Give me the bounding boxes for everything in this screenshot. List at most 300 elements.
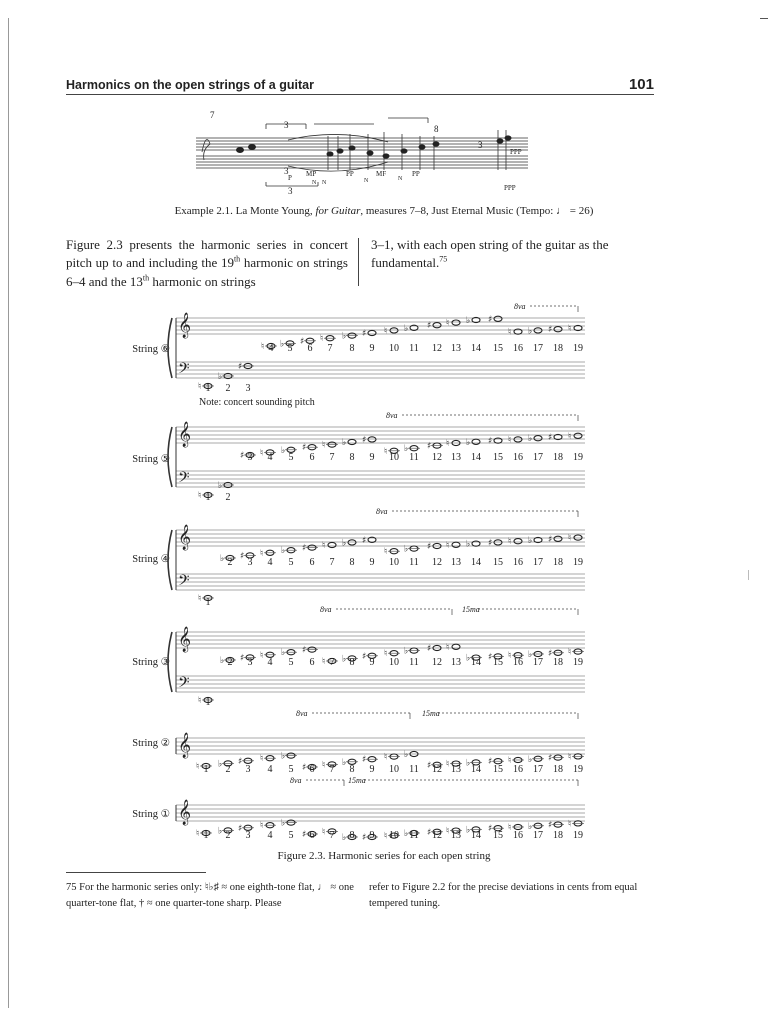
accidental-icon: ♯ <box>302 443 307 454</box>
harmonic-note <box>348 439 356 444</box>
harmonic-number: 7 <box>329 764 335 775</box>
harmonic-number: 19 <box>573 764 583 775</box>
body-text-left-3: harmonic on strings <box>149 273 256 289</box>
harmonic-number: 2 <box>227 657 233 668</box>
accidental-icon: ♮ <box>198 382 202 392</box>
harmonic-number: 17 <box>533 557 543 568</box>
accidental-icon: ♭ <box>342 833 347 843</box>
harmonic-number: 1 <box>203 764 209 775</box>
accidental-icon: ♮ <box>508 823 512 833</box>
accidental-icon: ♮ <box>446 540 450 551</box>
footnote-rule <box>66 872 206 873</box>
harmonic-number: 1 <box>203 830 209 841</box>
accidental-icon: ♭ <box>466 653 471 664</box>
accidental-icon: ♮ <box>508 537 512 548</box>
footnote-75-right: refer to Figure 2.2 for the precise deviations in cents from equal tempered tuning. <box>369 882 638 909</box>
accidental-icon: ♯ <box>548 534 553 545</box>
harmonic-number: 18 <box>553 764 563 775</box>
harmonic-note <box>574 535 582 540</box>
harmonic-note <box>328 542 336 547</box>
harmonic-number: 10 <box>389 830 399 841</box>
accidental-icon: ♭ <box>404 829 409 839</box>
accidental-icon: ♯ <box>362 435 367 446</box>
accidental-icon: ♭ <box>404 323 409 334</box>
example-mark-triplet: 3 <box>284 166 289 176</box>
harmonic-number: 16 <box>513 764 523 775</box>
accidental-icon: ♮ <box>260 650 264 661</box>
string-label: String ② <box>132 738 170 749</box>
example-dynamic: PP <box>412 170 420 178</box>
treble-clef-icon: 𝄞 <box>178 525 192 550</box>
accidental-icon: ♯ <box>302 763 307 773</box>
harmonic-number: 17 <box>533 657 543 668</box>
ottava-label: 15ma <box>422 709 440 718</box>
harmonic-number: 6 <box>309 830 315 841</box>
accidental-icon: ♭ <box>342 331 347 342</box>
bass-clef-icon: 𝄢 <box>178 674 190 695</box>
accidental-icon: ♯ <box>427 827 432 838</box>
harmonic-number: 14 <box>471 343 481 354</box>
accidental-icon: ♮ <box>508 435 512 446</box>
accidental-icon: ♯ <box>427 441 432 452</box>
treble-clef-icon: 𝄞 <box>178 627 192 652</box>
accidental-icon: ♯ <box>488 824 493 835</box>
harmonic-number: 19 <box>573 557 583 568</box>
accidental-icon: ♭ <box>218 759 223 770</box>
accidental-icon: ♮ <box>322 760 326 771</box>
harmonic-number: 12 <box>432 830 442 841</box>
accidental-icon: ♭ <box>342 757 347 768</box>
harmonic-number: 17 <box>533 452 543 463</box>
harmonic-number: 4 <box>268 343 274 354</box>
harmonic-number: 8 <box>349 764 355 775</box>
harmonic-number: 4 <box>267 557 273 568</box>
harmonic-number: 15 <box>493 452 503 463</box>
accidental-icon: ♯ <box>240 653 245 664</box>
harmonic-note <box>514 437 522 442</box>
harmonic-number: 8 <box>349 657 355 668</box>
accidental-icon: ♯ <box>488 314 493 325</box>
accidental-icon: ♭ <box>404 646 409 657</box>
accidental-icon: ♭ <box>220 656 225 666</box>
harmonic-note <box>452 320 460 325</box>
superscript: th <box>142 273 150 283</box>
accidental-icon: ♮ <box>508 651 512 662</box>
harmonic-number: 4 <box>267 452 273 463</box>
harmonic-number: 13 <box>451 657 461 668</box>
harmonic-note <box>452 542 460 547</box>
accidental-icon: ♮ <box>568 431 572 442</box>
accidental-icon: ♭ <box>342 538 347 549</box>
ottava-label: 8va <box>320 605 332 614</box>
ottava-label: 8va <box>386 411 398 420</box>
harmonic-number: 3 <box>245 383 251 394</box>
accidental-icon: ♯ <box>427 542 432 552</box>
harmonic-note <box>368 437 376 442</box>
harmonic-number: 7 <box>327 343 333 354</box>
harmonic-number: 10 <box>389 343 399 354</box>
string-label: String ① <box>132 809 170 820</box>
ottava-label: 8va <box>296 709 308 718</box>
accidental-icon: ♮ <box>198 594 202 604</box>
harmonic-number: 16 <box>513 452 523 463</box>
harmonic-note <box>472 439 480 444</box>
accidental-icon: ♯ <box>427 760 432 771</box>
example-mark-8: 8 <box>434 124 439 134</box>
harmonic-number: 10 <box>389 764 399 775</box>
ottava-label: 8va <box>376 507 388 516</box>
harmonic-note <box>554 536 562 541</box>
example-mark-triplet: 3 <box>284 120 289 130</box>
harmonic-number: 10 <box>389 557 399 568</box>
accidental-icon: ♭ <box>528 754 533 765</box>
harmonic-number: 9 <box>369 343 375 354</box>
harmonic-number: 9 <box>369 557 375 568</box>
accidental-icon: ♯ <box>300 336 305 347</box>
accidental-icon: ♭ <box>281 445 286 456</box>
accidental-icon: ♮ <box>384 446 388 457</box>
accidental-icon: ♭ <box>218 481 223 491</box>
example-mark-7: 7 <box>210 110 215 120</box>
harmonic-number: 8 <box>349 830 355 841</box>
example-caption-suffix: , measures 7–8, Just Eternal Music (Tempo: ♩ = 26) <box>360 205 594 217</box>
brace-icon <box>168 530 172 590</box>
accidental-icon: ♭ <box>466 825 471 836</box>
harmonic-number: 3 <box>247 657 253 668</box>
example-dynamic: MP <box>306 170 317 178</box>
accidental-icon: ♮ <box>384 326 388 337</box>
harmonic-number: 17 <box>533 830 543 841</box>
body-text-left-2: harmonic on strings 6–4 and the 13 <box>66 255 348 289</box>
accidental-icon: ♭ <box>528 326 533 337</box>
string-label: String ④ <box>132 554 170 565</box>
harmonic-number: 11 <box>409 657 419 668</box>
harmonic-number: 15 <box>493 657 503 668</box>
running-head-title: Harmonics on the open strings of a guitar <box>66 78 314 92</box>
accidental-icon: ♮ <box>446 759 450 770</box>
accidental-icon: ♭ <box>220 554 225 564</box>
accidental-icon: ♮ <box>260 548 264 559</box>
harmonic-number: 5 <box>287 343 293 354</box>
harmonic-number: 5 <box>288 557 294 568</box>
treble-clef-icon: 𝄞 <box>178 733 192 758</box>
example-dynamic: PPP <box>510 148 522 156</box>
accidental-icon: ♮ <box>261 342 265 352</box>
harmonic-number: 9 <box>369 764 375 775</box>
ottava-label: 8va <box>290 776 302 785</box>
accidental-icon: ♮ <box>196 829 200 839</box>
accidental-icon: ♯ <box>302 645 307 656</box>
accidental-icon: ♯ <box>548 753 553 764</box>
harmonic-note <box>494 316 502 321</box>
harmonic-number: 14 <box>471 452 481 463</box>
harmonic-number: 3 <box>245 830 251 841</box>
body-text-left-1: Figure 2.3 presents the harmonic series in concert pitch up to and including the 19 <box>66 237 348 271</box>
accidental-icon: ♮ <box>198 491 202 501</box>
harmonic-number: 5 <box>288 764 294 775</box>
ottava-label: 15ma <box>462 605 480 614</box>
harmonic-number: 11 <box>409 557 419 568</box>
harmonic-number: 2 <box>225 492 231 503</box>
accidental-icon: ♮ <box>196 762 200 772</box>
accidental-icon: ♭ <box>342 438 347 448</box>
accidental-icon: ♮ <box>568 533 572 544</box>
footnote-75-left: 75 For the harmonic series only: ♮♭♯ ≈ one eighth-tone flat, ♩ ≈ one quarter-tone flat, † ≈ one quarter-tone sharp. Please <box>66 882 354 909</box>
harmonic-note <box>554 327 562 332</box>
harmonic-number: 17 <box>533 764 543 775</box>
accidental-icon: ♮ <box>508 327 512 338</box>
harmonic-number: 16 <box>513 830 523 841</box>
harmonic-number: 12 <box>432 557 442 568</box>
accidental-icon: ♭ <box>466 437 471 448</box>
harmonic-number: 8 <box>349 452 355 463</box>
accidental-icon: ♭ <box>218 372 223 382</box>
harmonic-number: 2 <box>227 557 233 568</box>
harmonic-note <box>514 539 522 544</box>
accidental-icon: ♯ <box>240 451 245 461</box>
harmonic-number: 4 <box>267 830 273 841</box>
accidental-icon: ♮ <box>384 752 388 763</box>
accidental-icon: ♭ <box>528 536 533 546</box>
accidental-icon: ♯ <box>362 651 367 662</box>
accidental-icon: ♭ <box>466 758 471 769</box>
example-dynamic: MF <box>376 170 387 178</box>
harmonic-number: 10 <box>389 452 399 463</box>
accidental-icon: ♯ <box>548 325 553 336</box>
harmonic-number: 14 <box>471 657 481 668</box>
harmonic-number: 6 <box>309 557 315 568</box>
bass-clef-icon: 𝄢 <box>178 469 190 490</box>
accidental-icon: ♭ <box>466 316 471 326</box>
harmonic-number: 1 <box>205 383 211 394</box>
example-dynamic: PP <box>346 170 354 178</box>
accidental-icon: ♮ <box>446 642 450 653</box>
bass-clef-icon: 𝄢 <box>178 572 190 593</box>
example-mark-triplet: 3 <box>288 186 293 196</box>
accidental-icon: ♭ <box>404 444 409 455</box>
accidental-icon: ♮ <box>568 647 572 658</box>
example-mark-n: N <box>312 180 317 186</box>
brace-icon <box>168 632 172 692</box>
example-dynamic: PPP <box>504 184 516 192</box>
harmonic-number: 12 <box>432 764 442 775</box>
harmonic-number: 18 <box>553 657 563 668</box>
harmonic-number: 1 <box>205 697 211 708</box>
accidental-icon: ♮ <box>260 821 264 832</box>
harmonic-number: 16 <box>513 343 523 354</box>
harmonic-note <box>368 330 376 335</box>
harmonic-number: 6 <box>309 657 315 668</box>
accidental-icon: ♭ <box>404 750 409 760</box>
accidental-icon: ♭ <box>281 751 286 762</box>
harmonic-number: 5 <box>288 830 294 841</box>
accidental-icon: ♯ <box>488 436 493 447</box>
accidental-icon: ♭ <box>404 544 409 555</box>
harmonic-number: 4 <box>267 657 273 668</box>
example-mark-triplet: 3 <box>478 140 483 150</box>
harmonic-note <box>433 323 441 328</box>
accidental-icon: ♮ <box>508 756 512 766</box>
accidental-icon: ♭ <box>281 818 286 829</box>
brace-icon <box>168 318 172 378</box>
harmonic-number: 19 <box>573 657 583 668</box>
harmonic-number: 6 <box>309 764 315 775</box>
harmonic-number: 9 <box>369 452 375 463</box>
harmonic-number: 19 <box>573 343 583 354</box>
accidental-icon: ♭ <box>466 539 471 550</box>
example-mark-n: N <box>322 180 327 186</box>
string-label: String ⑥ <box>132 344 170 355</box>
accidental-icon: ♮ <box>568 324 572 334</box>
string-label: String ⑤ <box>132 454 170 465</box>
accidental-icon: ♯ <box>488 538 493 549</box>
accidental-icon: ♮ <box>568 752 572 763</box>
accidental-icon: ♮ <box>568 819 572 830</box>
bass-clef-icon: 𝄢 <box>178 360 190 381</box>
harmonic-number: 1 <box>205 597 211 608</box>
treble-clef-icon: 𝄞 <box>178 800 192 825</box>
example-caption-prefix: Example 2.1. La Monte Young, <box>174 205 316 217</box>
harmonic-number: 12 <box>432 452 442 463</box>
accidental-icon: ♭ <box>281 648 286 659</box>
accidental-icon: ♯ <box>548 433 553 443</box>
accidental-icon: ♭ <box>528 821 533 832</box>
harmonic-number: 15 <box>493 557 503 568</box>
harmonic-number: 3 <box>247 557 253 568</box>
accidental-icon: ♯ <box>488 652 493 663</box>
accidental-icon: ♯ <box>362 535 367 546</box>
harmonic-number: 2 <box>225 830 231 841</box>
accidental-icon: ♮ <box>320 334 324 345</box>
harmonic-number: 7 <box>329 830 335 841</box>
brace-icon <box>168 427 172 487</box>
harmonic-number: 14 <box>471 764 481 775</box>
superscript: th <box>233 254 241 264</box>
harmonic-number: 14 <box>471 557 481 568</box>
harmonic-number: 9 <box>369 830 375 841</box>
accidental-icon: ♮ <box>198 696 202 706</box>
harmonic-number: 15 <box>493 343 503 354</box>
harmonic-note <box>574 433 582 438</box>
accidental-icon: ♭ <box>280 339 285 350</box>
harmonic-number: 12 <box>432 343 442 354</box>
harmonic-number: 11 <box>409 830 419 841</box>
accidental-icon: ♭ <box>528 650 533 660</box>
harmonic-number: 13 <box>451 452 461 463</box>
accidental-icon: ♮ <box>384 831 388 842</box>
example-mark-n: N <box>398 176 403 182</box>
harmonic-number: 2 <box>225 764 231 775</box>
harmonic-note <box>452 644 460 649</box>
treble-clef-icon: 𝄞 <box>178 313 192 338</box>
accidental-icon: ♮ <box>446 439 450 449</box>
harmonic-number: 18 <box>553 557 563 568</box>
harmonic-number: 16 <box>513 657 523 668</box>
harmonic-number: 2 <box>225 383 231 394</box>
accidental-icon: ♮ <box>260 448 264 459</box>
harmonic-number: 6 <box>309 452 315 463</box>
harmonic-note <box>534 436 542 441</box>
accidental-icon: ♭ <box>218 826 223 837</box>
harmonic-number: 19 <box>573 830 583 841</box>
accidental-icon: ♯ <box>238 756 243 767</box>
footnote-ref[interactable]: 75 <box>439 254 448 264</box>
harmonic-note <box>534 328 542 333</box>
harmonic-number: 6 <box>307 343 313 354</box>
accidental-icon: ♮ <box>384 547 388 558</box>
accidental-icon: ♭ <box>281 546 286 557</box>
harmonic-number: 3 <box>245 764 251 775</box>
accidental-icon: ♯ <box>362 329 367 339</box>
harmonic-number: 14 <box>471 830 481 841</box>
harmonic-number: 11 <box>409 452 419 463</box>
accidental-icon: ♮ <box>446 826 450 837</box>
example-caption-work: for Guitar <box>315 205 361 217</box>
accidental-icon: ♮ <box>322 827 326 838</box>
harmonic-number: 4 <box>267 764 273 775</box>
harmonic-number: 1 <box>205 492 211 503</box>
harmonic-number: 13 <box>451 764 461 775</box>
harmonic-number: 13 <box>451 557 461 568</box>
accidental-icon: ♭ <box>342 654 347 665</box>
harmonic-note <box>348 540 356 545</box>
figure-caption: Figure 2.3. Harmonic series for each open string <box>277 850 491 862</box>
harmonic-number: 8 <box>349 343 355 354</box>
harmonic-number: 16 <box>513 557 523 568</box>
accidental-icon: ♯ <box>362 755 367 766</box>
accidental-icon: ♯ <box>302 543 307 554</box>
ottava-label: 8va <box>514 302 526 311</box>
accidental-icon: ♯ <box>548 820 553 831</box>
accidental-icon: ♮ <box>322 440 326 451</box>
harmonic-number: 5 <box>288 657 294 668</box>
harmonic-number: 18 <box>553 343 563 354</box>
accidental-icon: ♯ <box>362 833 367 843</box>
harmonic-number: 19 <box>573 452 583 463</box>
accidental-icon: ♮ <box>260 754 264 765</box>
harmonic-number: 3 <box>247 452 253 463</box>
harmonic-number: 15 <box>493 764 503 775</box>
harmonic-number: 12 <box>432 657 442 668</box>
accidental-icon: ♯ <box>427 644 432 654</box>
accidental-icon: ♯ <box>240 551 245 562</box>
harmonic-number: 7 <box>329 452 335 463</box>
harmonic-number: 13 <box>451 830 461 841</box>
body-text-right-1: 3–1, with each open string of the guitar as the fundamental. <box>371 237 609 271</box>
harmonic-number: 8 <box>349 557 355 568</box>
accidental-icon: ♯ <box>548 648 553 659</box>
harmonic-number: 17 <box>533 343 543 354</box>
harmonic-number: 11 <box>409 764 419 775</box>
harmonic-number: 18 <box>553 830 563 841</box>
accidental-icon: ♯ <box>488 757 493 768</box>
harmonic-number: 10 <box>389 657 399 668</box>
harmonic-number: 5 <box>288 452 294 463</box>
accidental-icon: ♮ <box>384 649 388 660</box>
treble-clef-icon: 𝄞 <box>178 422 192 447</box>
harmonic-number: 9 <box>369 657 375 668</box>
figure-note: Note: concert sounding pitch <box>199 397 315 408</box>
accidental-icon: ♮ <box>322 541 326 551</box>
harmonic-number: 15 <box>493 830 503 841</box>
accidental-icon: ♯ <box>238 362 243 372</box>
example-dynamic: P <box>288 174 292 182</box>
harmonic-number: 7 <box>329 657 335 668</box>
harmonic-number: 13 <box>451 343 461 354</box>
example-mark-n: N <box>364 178 369 184</box>
accidental-icon: ♯ <box>302 830 307 840</box>
harmonic-number: 7 <box>329 557 335 568</box>
